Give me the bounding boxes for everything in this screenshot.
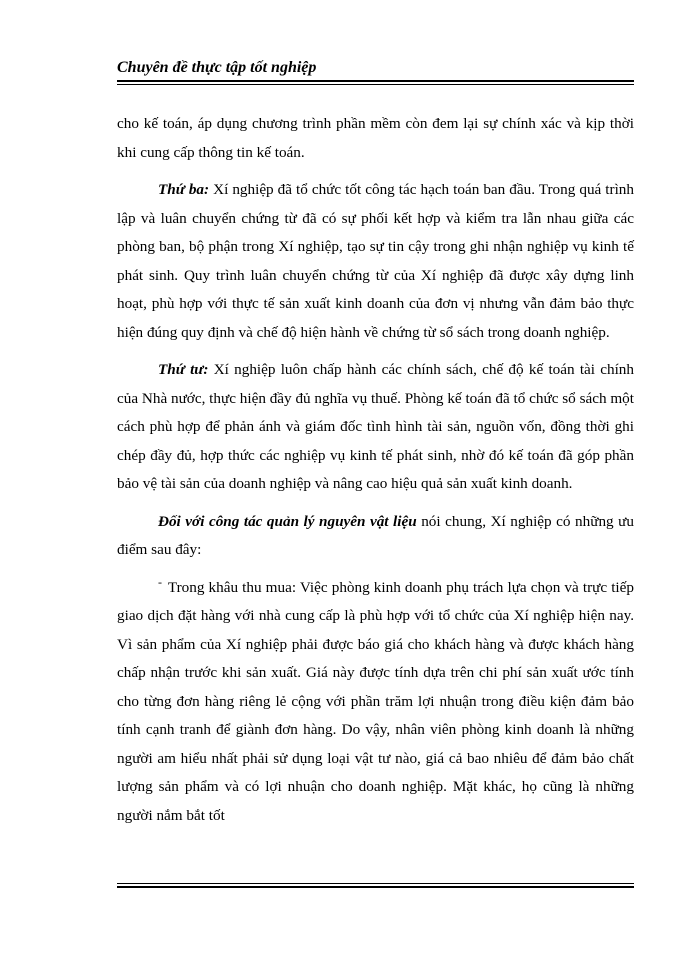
paragraph-text-thu-mua: Trong khâu thu mua: Việc phòng kinh doanh phụ trách lựa chọn và trực tiếp giao dịch đặt hàng với nhà cung cấp là phù hợp với tổ chức của Xí nghiệp hiện nay. Vì sản phẩm của Xí nghiệp phải được báo giá cho khách hàng và được khách hàng chấp nhận trước khi sản xuất. Giá này được tính dựa trên chi phí sản xuất ước tính cho từng đơn hàng riêng lẻ cộng với phần trăm lợi nhuận trong điều kiện đảm bảo tính cạnh tranh để giành đơn hàng. Do vậy, nhân viên phòng kinh doanh là những người am hiểu nhất phải sử dụng loại vật tư nào, giá cả bao nhiêu để đảm bảo chất lượng sản phẩm và có lợi nhuận cho doanh nghiệp. Mặt khác, họ cũng là những người nắm bắt tốt xyxy=(117,578,634,824)
bullet-dash-icon: - xyxy=(158,574,162,589)
paragraph-lead-thu-tu: Thứ tư: xyxy=(158,361,209,378)
paragraph-text-thu-ba: Xí nghiệp đã tổ chức tốt công tác hạch toán ban đầu. Trong quá trình lập và luân chuyển chứng từ đã có sự phối kết hợp và kiểm tra lẫn nhau giữa các phòng ban, bộ phận trong Xí nghiệp, tạo sự tin cậy trong ghi nhận nghiệp vụ kinh tế phát sinh. Quy trình luân chuyển chứng từ của Xí nghiệp đã được xây dựng linh hoạt, phù hợp với thực tế sản xuất kinh doanh của đơn vị nhưng vẫn đảm bảo thực hiện đúng quy định và chế độ hiện hành về chứng từ sổ sách trong doanh nghiệp. xyxy=(117,181,634,341)
header-rule-thin xyxy=(117,84,634,85)
footer-rule-thick xyxy=(117,886,634,888)
paragraph-text-thu-tu: Xí nghiệp luôn chấp hành các chính sách, chế độ kế toán tài chính của Nhà nước, thực hiện đầy đủ nghĩa vụ thuế. Phòng kế toán đã tổ chức sổ sách một cách phù hợp để phản ánh và giám đốc tình hình tài sản, nguồn vốn, đồng thời ghi chép đầy đủ, hợp thức các nghiệp vụ kinh tế phát sinh, nhờ đó kế toán đã góp phần bảo vệ tài sản của doanh nghiệp và nâng cao hiệu quả sản xuất kinh doanh. xyxy=(117,361,634,492)
paragraph-continuation: cho kế toán, áp dụng chương trình phần mềm còn đem lại sự chính xác và kịp thời khi cung cấp thông tin kế toán. xyxy=(117,115,634,161)
page-header-title: Chuyên đề thực tập tốt nghiệp xyxy=(117,59,317,76)
paragraph-lead-thu-ba: Thứ ba: xyxy=(158,181,210,198)
paragraph-lead-doi-voi: Đối với công tác quản lý nguyên vật liệu xyxy=(158,512,417,530)
paragraph-thu-tu xyxy=(117,356,634,499)
document-body xyxy=(117,110,634,830)
paragraph-thu-mua xyxy=(117,574,634,831)
paragraph-doi-voi xyxy=(117,508,634,565)
paragraph-thu-ba xyxy=(117,176,634,347)
footer-rule-thin xyxy=(117,883,634,884)
paragraph-text-doi-voi: nói chung, Xí nghiệp có những ưu điểm sau đây: xyxy=(117,512,634,558)
header-rule-thick xyxy=(117,80,634,82)
